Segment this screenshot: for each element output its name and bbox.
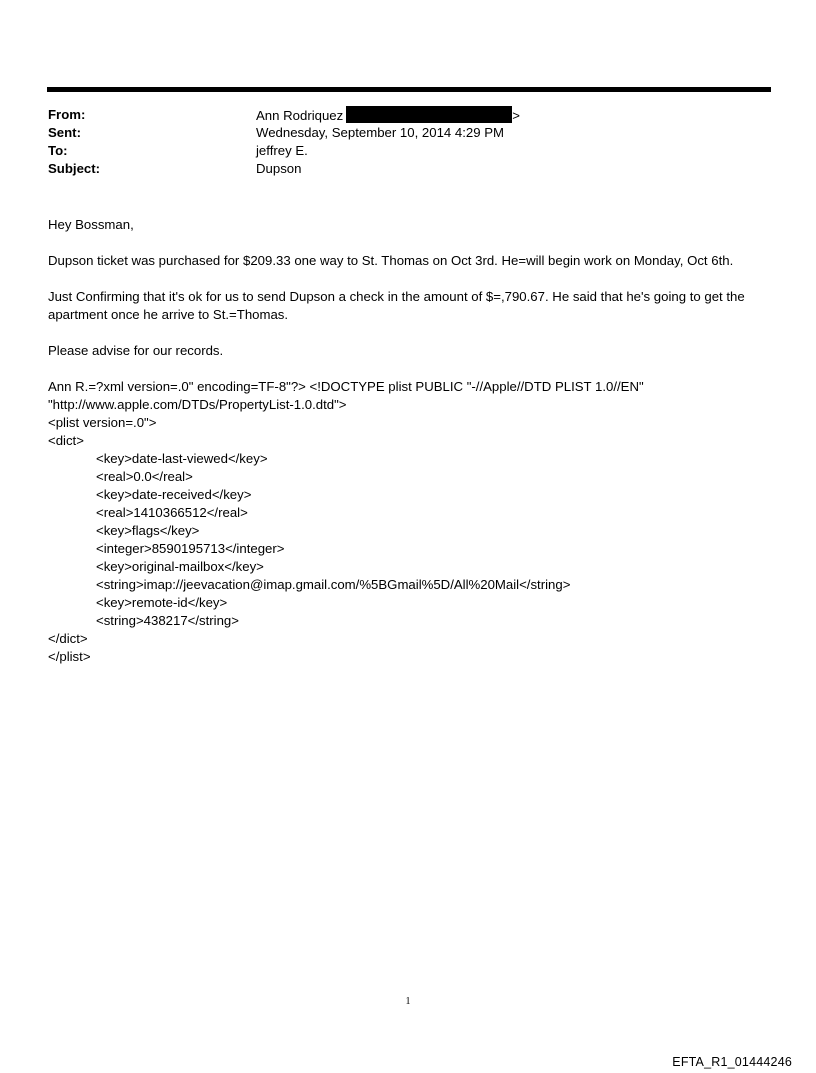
sender-name: Ann Rodriquez bbox=[256, 108, 344, 123]
from-value bbox=[256, 106, 768, 124]
to-row bbox=[48, 142, 768, 160]
to-value: jeffrey E. bbox=[256, 143, 308, 158]
header-divider bbox=[47, 87, 771, 92]
dict-open: <dict> bbox=[48, 433, 84, 448]
from-row bbox=[48, 106, 768, 124]
subject-value: Dupson bbox=[256, 161, 302, 176]
dict-line: <real>1410366512</real> bbox=[96, 505, 248, 520]
dict-line: <string>imap://jeevacation@imap.gmail.com/%5BGmail%5D/All%20Mail</string> bbox=[96, 577, 571, 592]
to-label: To: bbox=[48, 143, 68, 158]
dict-line: <key>remote-id</key> bbox=[96, 595, 228, 610]
dtd-url-line: "http://www.apple.com/DTDs/PropertyList-1.0.dtd"> bbox=[48, 397, 347, 412]
document-id: EFTA_R1_01444246 bbox=[672, 1055, 792, 1069]
page-number: 1 bbox=[405, 996, 411, 1007]
paragraph-check: Just Confirming that it's ok for us to send Dupson a check in the amount of $=,790.67. He said that he's going to get the apartment once he arrive to St.=Thomas. bbox=[48, 289, 745, 322]
subject-label: Subject: bbox=[48, 161, 101, 176]
paragraph-advise: Please advise for our records. bbox=[48, 343, 224, 358]
from-suffix: > bbox=[512, 108, 520, 123]
dict-line: <key>date-received</key> bbox=[96, 487, 252, 502]
plist-open: <plist version=.0"> bbox=[48, 415, 157, 430]
redaction-box bbox=[346, 106, 512, 123]
email-header bbox=[48, 106, 768, 178]
plist-close: </plist> bbox=[48, 649, 91, 664]
dict-line: <real>0.0</real> bbox=[96, 469, 193, 484]
signature-line: Ann R.=?xml version=.0" encoding=TF-8"?> <!DOCTYPE plist PUBLIC "-//Apple//DTD PLIST 1.0//EN" bbox=[48, 379, 644, 394]
dict-line: <string>438217</string> bbox=[96, 613, 239, 628]
greeting: Hey Bossman, bbox=[48, 217, 134, 232]
sent-row bbox=[48, 124, 768, 142]
paragraph-ticket: Dupson ticket was purchased for $209.33 one way to St. Thomas on Oct 3rd. He=will begin work on Monday, Oct 6th. bbox=[48, 253, 734, 268]
sent-value: Wednesday, September 10, 2014 4:29 PM bbox=[256, 125, 505, 140]
from-label: From: bbox=[48, 107, 86, 122]
dict-line: <integer>8590195713</integer> bbox=[96, 541, 285, 556]
sent-label: Sent: bbox=[48, 125, 81, 140]
email-body bbox=[48, 216, 770, 666]
dict-line: <key>original-mailbox</key> bbox=[96, 559, 264, 574]
subject-row bbox=[48, 160, 768, 178]
dict-line: <key>flags</key> bbox=[96, 523, 200, 538]
dict-close: </dict> bbox=[48, 631, 88, 646]
dict-line: <key>date-last-viewed</key> bbox=[96, 451, 268, 466]
